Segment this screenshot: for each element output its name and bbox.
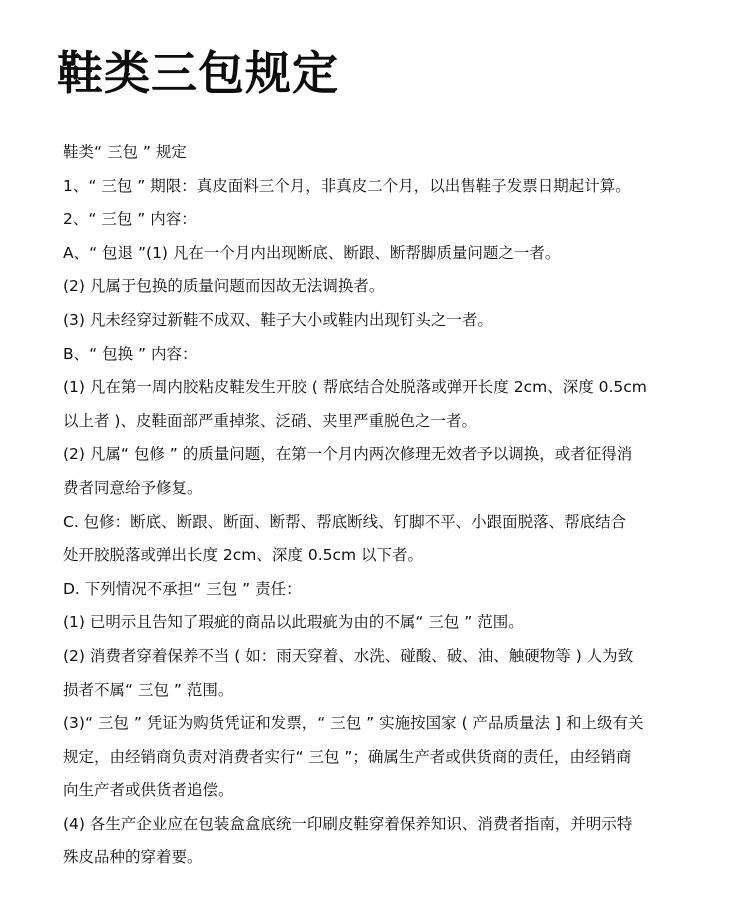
text-line: 殊皮品种的穿着要。 xyxy=(63,848,203,867)
text-line: 处开胶脱落或弹出长度 2cm、深度 0.5cm 以下者。 xyxy=(63,546,424,565)
text-line: (2) 凡属“ 包修 ” 的质量问题，在第一个月内两次修理无效者予以调换，或者征得消 xyxy=(63,445,633,464)
text-line: 费者同意给予修复。 xyxy=(63,478,203,497)
text-line: 以上者 )、皮鞋面部严重掉浆、泛硝、夹里严重脱色之一者。 xyxy=(63,411,477,430)
page-title: 鞋类三包规定 xyxy=(57,46,339,100)
text-line: 规定，由经销商负责对消费者实行“ 三包 ”；确属生产者或供货商的责任，由经销商 xyxy=(63,747,632,766)
regulation-body xyxy=(63,136,703,875)
text-line: 1、“ 三包 ” 期限：真皮面料三个月，非真皮二个月，以出售鞋子发票日期起计算。 xyxy=(63,176,631,195)
text-line: A、“ 包退 ”(1) 凡在一个月内出现断底、断跟、断帮脚质量问题之一者。 xyxy=(63,243,561,262)
text-line: (2) 凡属于包换的质量问题而因故无法调换者。 xyxy=(63,277,385,296)
text-line: 2、“ 三包 ” 内容： xyxy=(63,210,197,229)
text-line: 向生产者或供货者追偿。 xyxy=(63,781,234,800)
text-line: B、“ 包换 ” 内容： xyxy=(63,344,198,363)
text-line: (3)“ 三包 ” 凭证为购货凭证和发票，“ 三包 ” 实施按国家 ( 产品质量法 ] 和上级有关 xyxy=(63,714,644,733)
text-line: (3) 凡未经穿过新鞋不成双、鞋子大小或鞋内出现钉头之一者。 xyxy=(63,310,493,329)
text-line: (2) 消费者穿着保养不当 ( 如：雨天穿着、水洗、碰酸、破、油、触硬物等 ) 人为致 xyxy=(63,646,634,665)
text-line: C. 包修：断底、断跟、断面、断帮、帮底断线、钉脚不平、小跟面脱落、帮底结合 xyxy=(63,512,627,531)
text-line: (1) 已明示且告知了瑕疵的商品以此瑕疵为由的不属“ 三包 ” 范围。 xyxy=(63,613,524,632)
text-line: (1) 凡在第一周内胶粘皮鞋发生开胶 ( 帮底结合处脱落或弹开长度 2cm、深度 0.5cm xyxy=(63,378,647,397)
text-line: 损者不属“ 三包 ” 范围。 xyxy=(63,680,234,699)
text-line: (4) 各生产企业应在包装盒盒底统一印刷皮鞋穿着保养知识、消费者指南，并明示特 xyxy=(63,814,633,833)
text-line: 鞋类“ 三包 ” 规定 xyxy=(63,143,187,161)
text-line: D. 下列情况不承担“ 三包 ” 责任： xyxy=(63,579,302,598)
